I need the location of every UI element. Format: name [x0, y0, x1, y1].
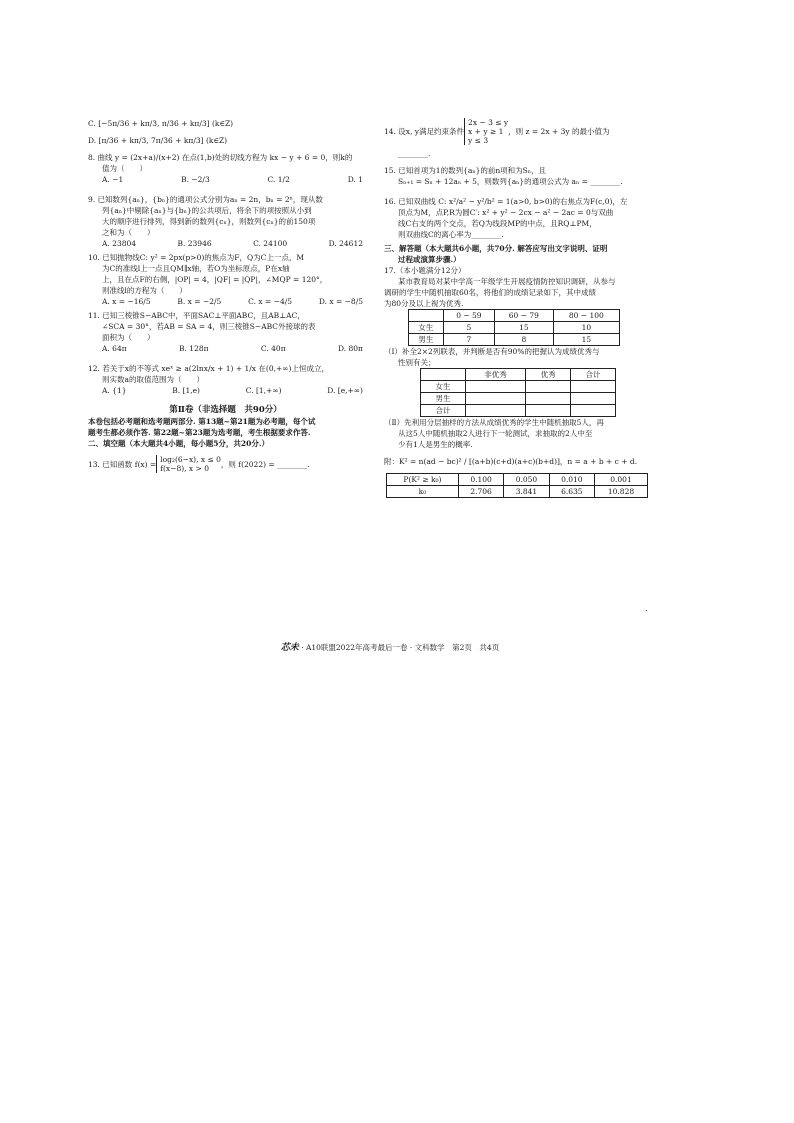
table-cell: 5 [443, 322, 494, 334]
q10-stem-line: 则准线l的方程为（ ） [102, 286, 187, 295]
option: C. [1,+∞) [245, 386, 282, 395]
q16-stem-line: 线C右支的两个交点，若Q为线段MP的中点，且RQ⊥PM， [398, 219, 597, 228]
table-cell: 男生 [421, 393, 466, 405]
table-header-row [421, 369, 616, 381]
q14-constraint: y ≤ 3 [468, 136, 489, 145]
q15-stem-line: 15. 已知首项为1的数列{aₙ}的前n项和为Sₙ，且 [384, 166, 547, 175]
q8-stem-line: 8. 曲线 y = (2x+a)/(x+2) 在点(1,b)处的切线方程为 kx − y + 6 = 0，则k的 [88, 153, 353, 162]
q13-prefix: 13. 已知函数 f(x) = [88, 459, 157, 469]
q13-case: log₂(6−x), x ≤ 0 [160, 455, 221, 464]
table-cell [526, 405, 571, 417]
decorative-dot: . [645, 604, 648, 613]
q17-part2: 少有1人是男生的概率. [398, 440, 473, 449]
question-11 [88, 310, 363, 354]
q9-stem-line: 大的顺序进行排列，得到新的数列{cₙ}，则数列{cₙ}的前150项 [102, 217, 316, 226]
table-row [387, 474, 648, 486]
q14-constraint: x + y ≥ 1 [468, 127, 504, 136]
q17-stem-line: 某市教育局对某中学高一年级学生开展疫情防控知识调研，从参与 [398, 277, 616, 286]
table-cell: 15 [553, 334, 619, 346]
question-10 [88, 252, 363, 307]
q17-part2: 从这5人中随机抽取2人进行下一轮测试，求抽取的2人中至 [398, 429, 593, 438]
table-cell: 女生 [409, 322, 444, 334]
score-table [408, 309, 620, 346]
q17-part1: 性别有关； [398, 358, 436, 367]
option: D. 80π [338, 344, 363, 353]
option: D. 24612 [328, 239, 363, 248]
q17-stem-line: 为80分及以上视为优秀. [384, 299, 464, 308]
option: B. −2/3 [181, 175, 210, 184]
q9-options [88, 238, 363, 249]
q14-constraint: 2x − 3 ≤ y [468, 118, 509, 127]
table-header-cell: 60 − 79 [494, 310, 553, 322]
q17-part1: （Ⅰ）补全2×2列联表，并判断是否有90%的把握认为成绩优秀与 [384, 347, 600, 356]
table-row [409, 322, 620, 334]
table-cell: 10 [553, 322, 619, 334]
section-2-heading: 二、填空题（本大题共4小题，每小题5分，共20分.） [88, 439, 269, 448]
q11-stem-line: 面积为（ ） [102, 333, 155, 342]
q16-stem-line: 则双曲线C的离心率为________. [398, 230, 504, 239]
q7-option-c: C. [−5π/36 + kπ/3, π/36 + kπ/3] (k∈Z) [88, 119, 234, 128]
table-cell [571, 405, 616, 417]
table-cell: 8 [494, 334, 553, 346]
q13-suffix: ，则 f(2022) = ________. [220, 459, 310, 469]
question-12 [88, 363, 363, 396]
q8-stem-line: 值为（ ） [102, 164, 147, 173]
q14-constraints [464, 118, 508, 145]
part2-note-line: 本卷包括必考题和选考题两部分. 第13题~第21题为必考题，每个试 [88, 417, 316, 426]
q9-stem-line: 9. 已知数列{aₙ}，{bₙ}的通项公式分别为aₙ = 2n，bₙ = 2ⁿ，现从数 [88, 195, 323, 204]
table-cell [571, 381, 616, 393]
left-column [88, 118, 363, 473]
table-cell: 0.001 [595, 474, 648, 486]
table-cell: 0.050 [504, 474, 549, 486]
question-9 [88, 194, 363, 249]
option: B. 128π [179, 344, 209, 353]
q7-option-d: D. [π/36 + kπ/3, 7π/36 + kπ/3] (k∈Z) [88, 136, 228, 145]
part2-note-line: 题考生都必须作答. 第22题~第23题为选考题，考生根据要求作答. [88, 428, 311, 437]
q10-options [88, 296, 363, 307]
q10-stem-line: 上，且在点F的右侧，|OP| = 4，|QF| = |QP|，∠MQP = 120°， [102, 275, 328, 284]
publisher-logo: 芯未 [280, 643, 299, 653]
q11-stem-line: ∠SCA = 30°，若AB = SA = 4，则三棱锥S−ABC外接球的表 [102, 322, 316, 331]
q9-stem-line: 之和为（ ） [102, 228, 155, 237]
table-cell [465, 405, 525, 417]
table-header-cell: 优秀 [526, 369, 571, 381]
table-cell: 男生 [409, 334, 444, 346]
q9-stem-line: 列{aₙ}中剔除{aₙ}与{bₙ}的公共项后，将余下的项按照从小到 [102, 206, 312, 215]
q12-options [88, 385, 363, 396]
option: A. 23804 [102, 239, 137, 248]
q10-stem-line: 为C的准线l上一点且QM∥x轴，若O为坐标原点，P在x轴 [102, 264, 290, 273]
q12-stem-line: 则实数a的取值范围为（ ） [102, 375, 204, 384]
section-3-heading: 过程或演算步骤.） [398, 255, 461, 264]
table-cell: 7 [443, 334, 494, 346]
q11-stem-line: 11. 已知三棱锥S−ABC中，平面SAC⊥平面ABC，且AB⊥AC， [88, 311, 305, 320]
page-footer [200, 640, 580, 653]
q17-heading: 17.（本小题满分12分） [384, 266, 466, 275]
option: A. {1} [102, 386, 127, 395]
option: A. x = −16/5 [102, 297, 151, 306]
table-cell: 10.828 [595, 486, 648, 498]
table-header-cell: 80 − 100 [553, 310, 619, 322]
question-15 [384, 165, 656, 187]
contingency-table [420, 368, 616, 417]
table-cell: 0.100 [458, 474, 503, 486]
table-header-cell: 合计 [571, 369, 616, 381]
table-cell: 女生 [421, 381, 466, 393]
question-16 [384, 196, 656, 240]
table-cell: 3.841 [504, 486, 549, 498]
question-13 [88, 455, 363, 473]
table-cell [526, 381, 571, 393]
table-cell [526, 393, 571, 405]
option: D. 1 [347, 175, 363, 184]
option: C. 24100 [253, 239, 288, 248]
footer-text: · A10联盟2022年高考最后一卷 · 文科数学 第2页 共4页 [301, 643, 500, 652]
option: B. [1,e) [172, 386, 200, 395]
option: D. [e,+∞) [327, 386, 363, 395]
q13-piecewise [156, 455, 221, 473]
question-8 [88, 152, 363, 185]
q13-case: f(x−8), x > 0 [160, 464, 209, 473]
right-column [384, 118, 656, 498]
table-cell [465, 381, 525, 393]
table-row [421, 393, 616, 405]
q14-answer-blank: ________. [398, 149, 431, 158]
table-cell [571, 393, 616, 405]
q14-suffix: ，则 z = 2x + 3y 的最小值为 [508, 127, 610, 136]
table-header-cell [409, 310, 444, 322]
q14-prefix: 14. 设x, y满足约束条件 [384, 127, 465, 136]
table-row [387, 486, 648, 498]
question-14 [384, 118, 656, 145]
table-row [421, 405, 616, 417]
table-cell: 合计 [421, 405, 466, 417]
table-row [409, 334, 620, 346]
option: A. −1 [102, 175, 124, 184]
critical-value-table [386, 473, 648, 498]
table-cell: 15 [494, 322, 553, 334]
table-header-cell: 非优秀 [465, 369, 525, 381]
q10-stem-line: 10. 已知抛物线C: y² = 2px(p>0)的焦点为F，Q为C上一点，M [88, 253, 305, 262]
option: A. 64π [102, 344, 127, 353]
option: C. x = −4/5 [248, 297, 293, 306]
table-cell: 2.706 [458, 486, 503, 498]
q12-stem-line: 12. 若关于x的不等式 xeˣ ≥ a(2lnx/x + 1) + 1/x 在(0,+∞)上恒成立， [88, 364, 329, 373]
option: C. 40π [260, 344, 286, 353]
section-3-heading: 三、解答题（本大题共6小题，共70分. 解答应写出文字说明、证明 [384, 244, 608, 253]
q15-stem-line: Sₙ₊₁ = Sₙ + 12aₙ + 5，则数列{aₙ}的通项公式为 aₙ = ________. [398, 177, 623, 186]
option: B. 23946 [177, 239, 212, 248]
q11-options [88, 343, 363, 354]
q16-stem-line: 16. 已知双曲线 C: x²/a² − y²/b² = 1(a>0, b>0)的右焦点为F(c,0)，左 [384, 197, 628, 206]
table-header-cell: 0 − 59 [443, 310, 494, 322]
part2-title: 第Ⅱ卷（非选择题 共90分） [169, 405, 282, 415]
table-cell: 0.010 [549, 474, 594, 486]
q8-options [88, 174, 363, 185]
table-cell: 6.635 [549, 486, 594, 498]
table-header-cell: k₀ [387, 486, 459, 498]
table-header-cell: P(K² ≥ k₀) [387, 474, 459, 486]
table-header-row [409, 310, 620, 322]
q17-stem-line: 调研的学生中随机抽取60名，将他们的成绩记录如下，其中成绩 [384, 288, 597, 297]
table-cell [465, 393, 525, 405]
k-squared-formula: 附：K² = n(ad − bc)² / [(a+b)(c+d)(a+c)(b+d)]，n = a + b + c + d. [384, 457, 638, 466]
option: C. 1/2 [267, 175, 290, 184]
option: B. x = −2/5 [177, 297, 222, 306]
table-header-cell [421, 369, 466, 381]
q17-part2: （Ⅱ）先利用分层抽样的方法从成绩优秀的学生中随机抽取5人，再 [384, 418, 604, 427]
option: D. x = −8/5 [318, 297, 363, 306]
table-row [421, 381, 616, 393]
q16-stem-line: 顶点为M，点P,R为圆C′: x² + y² − 2cx − a² − 2ac = 0与双曲 [398, 208, 614, 217]
